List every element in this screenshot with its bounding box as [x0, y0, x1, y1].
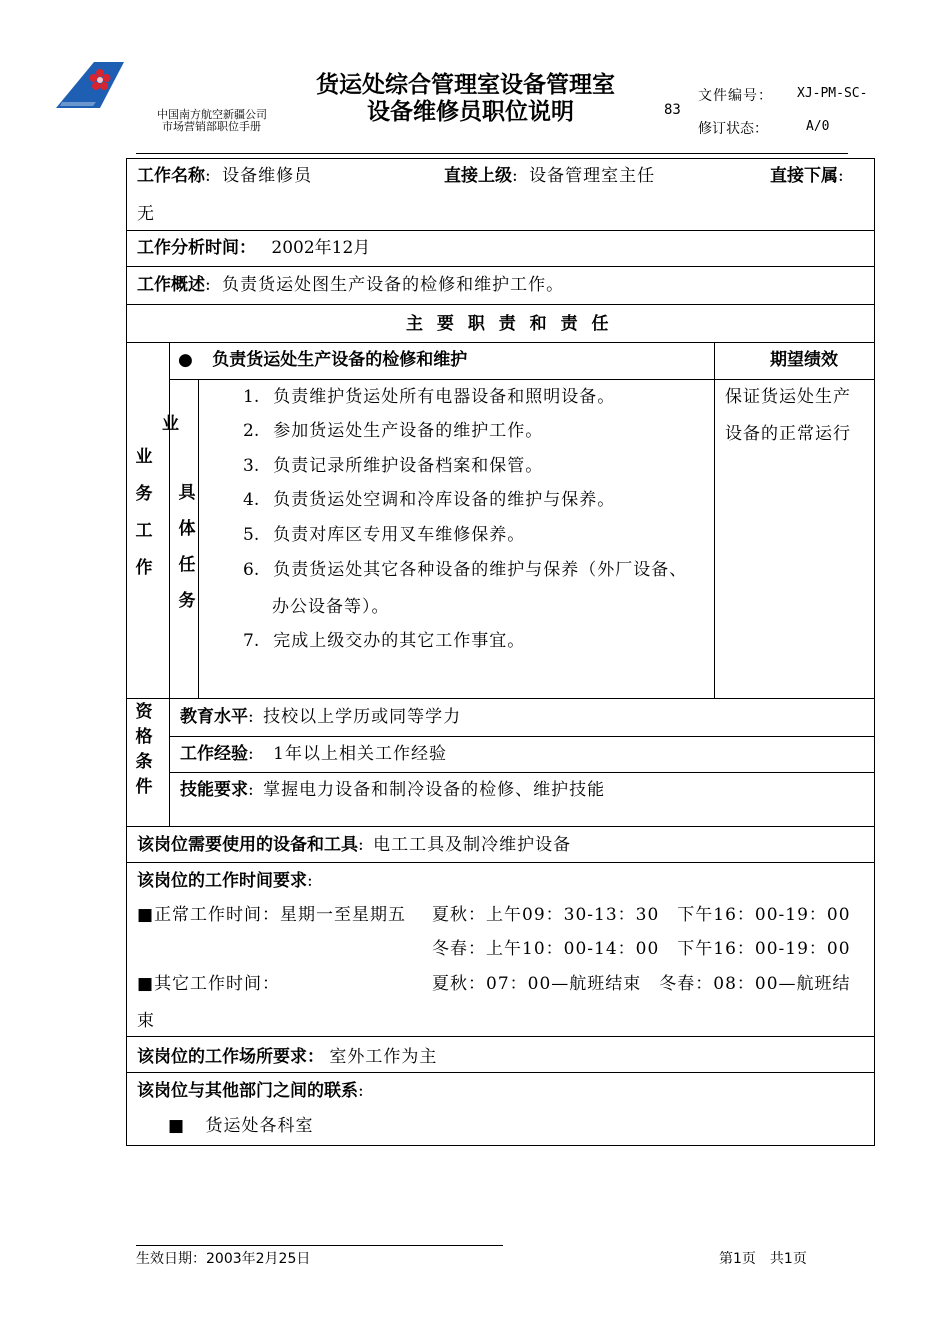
analysis-time-row	[137, 233, 370, 258]
tasks-side-label: 具体任务	[178, 483, 196, 611]
row-divider	[126, 1036, 875, 1037]
job-name-label: 工作名称	[137, 166, 205, 186]
winter-hours: 冬春：上午10：00-14：00 下午16：00-19：00	[432, 939, 851, 959]
duties-section-title: 主 要 职 责 和 责 任	[406, 314, 613, 334]
experience-row	[180, 739, 447, 764]
overview-value: 负责货运处图生产设备的检修和维护工作。	[222, 275, 565, 295]
duties-side-label: 业务工作	[135, 447, 153, 578]
other-time-value: 夏秋：07：00—航班结束 冬春：08：00—航班结	[432, 974, 851, 994]
duty-num: 5.	[243, 525, 260, 545]
superior-value: 设备管理室主任	[529, 166, 656, 186]
manual-name: 市场营销部职位手册	[162, 120, 261, 133]
col-divider	[198, 379, 199, 699]
page-title-line1: 货运处综合管理室设备管理室	[316, 72, 615, 98]
summer-hours: 夏秋：上午09：30-13：30 下午16：00-19：00	[432, 905, 851, 925]
duty-text: 负责货运处空调和冷库设备的维护与保养。	[273, 490, 616, 510]
colon: :	[205, 275, 211, 295]
duty-item	[243, 451, 543, 476]
row-divider	[126, 826, 875, 827]
row-divider	[126, 304, 875, 305]
duty-item-continued	[272, 592, 390, 617]
subordinate-label: 直接下属	[770, 166, 838, 186]
duty-text: 负责货运处其它各种设备的维护与保养（外厂设备、	[273, 560, 688, 580]
education-row	[180, 702, 461, 727]
performance-line2: 设备的正常运行	[725, 424, 851, 444]
square-icon: ■	[168, 1116, 186, 1136]
equipment-label: 该岗位需要使用的设备和工具	[137, 835, 358, 855]
row-divider	[170, 736, 874, 737]
equipment-value: 电工工具及制冷维护设备	[373, 835, 572, 855]
row-divider	[126, 342, 875, 343]
duty-num: 3.	[243, 456, 260, 476]
duty-num: 7.	[243, 631, 260, 651]
doc-no-label: 文件编号：	[698, 88, 773, 104]
airline-logo	[56, 62, 124, 108]
duty-text: 负责维护货运处所有电器设备和照明设备。	[273, 387, 616, 407]
skills-row	[180, 775, 605, 800]
sub-label-top: 业	[162, 414, 179, 434]
duty-item	[243, 382, 615, 407]
normal-time-row	[137, 900, 406, 925]
doc-no-value: XJ-PM-SC-	[797, 86, 868, 101]
main-duty-row	[178, 345, 467, 370]
analysis-time-value: 2002年12月	[271, 238, 371, 258]
superior-label: 直接上级	[444, 166, 512, 186]
row-divider	[170, 772, 874, 773]
row-divider	[126, 1072, 875, 1073]
relations-row	[137, 1076, 364, 1101]
duty-num: 6.	[243, 560, 260, 580]
bullet-icon: ●	[178, 350, 193, 370]
header-rule	[136, 153, 848, 154]
other-time-label: 其它工作时间：	[154, 974, 281, 994]
overview-label: 工作概述	[137, 275, 205, 295]
row-divider	[126, 698, 875, 699]
experience-label: 工作经验	[180, 744, 248, 764]
duty-text: 负责记录所维护设备档案和保管。	[273, 456, 544, 476]
normal-time-label: 正常工作时间：星期一至星期五	[154, 905, 407, 925]
duty-text: 参加货运处生产设备的维护工作。	[273, 421, 544, 441]
duty-text: 办公设备等）。	[272, 597, 390, 617]
work-time-row	[137, 866, 313, 891]
performance-header: 期望绩效	[770, 350, 838, 370]
education-value: 技校以上学历或同等学力	[263, 707, 462, 727]
equipment-row	[137, 830, 571, 855]
workplace-value: 室外工作为主	[329, 1047, 438, 1067]
performance-line1: 保证货运处生产	[725, 387, 851, 407]
colon: :	[248, 744, 254, 764]
job-name-row	[137, 161, 312, 186]
duty-item	[243, 555, 687, 580]
footer-rule	[136, 1245, 503, 1246]
company-name: 中国南方航空新疆公司	[157, 108, 267, 121]
workplace-label: 该岗位的工作场所要求：	[137, 1047, 324, 1067]
duty-num: 2.	[243, 421, 260, 441]
overview-row	[137, 270, 564, 295]
skills-label: 技能要求	[180, 780, 248, 800]
square-icon: ■	[137, 974, 155, 994]
duty-item	[243, 485, 615, 510]
other-time-row	[137, 969, 280, 994]
relations-label: 该岗位与其他部门之间的联系	[137, 1081, 358, 1101]
revision-value: A/0	[806, 119, 830, 134]
duty-num: 1.	[243, 387, 260, 407]
colon: :	[248, 707, 254, 727]
superior-row	[444, 161, 655, 186]
square-icon: ■	[137, 905, 155, 925]
main-duty: 负责货运处生产设备的检修和维护	[212, 350, 468, 370]
duty-text: 负责对库区专用叉车维修保养。	[273, 525, 526, 545]
analysis-time-label: 工作分析时间：	[137, 238, 256, 258]
colon: :	[358, 835, 364, 855]
subordinate-row	[770, 161, 844, 186]
row-divider	[170, 379, 874, 380]
row-divider	[126, 230, 875, 231]
page-number: 第1页 共1页	[719, 1251, 807, 1267]
colon: :	[358, 1081, 364, 1101]
colon: :	[205, 166, 211, 186]
effective-date: 生效日期：2003年2月25日	[136, 1251, 311, 1267]
page-title-line2: 设备维修员职位说明	[367, 99, 574, 125]
skills-value: 掌握电力设备和制冷设备的检修、维护技能	[263, 780, 606, 800]
revision-label: 修订状态：	[698, 121, 768, 137]
duty-item	[243, 626, 525, 651]
workplace-row	[137, 1042, 437, 1067]
education-label: 教育水平	[180, 707, 248, 727]
page-ref: 83	[664, 102, 681, 118]
colon: :	[307, 871, 313, 891]
other-time-wrap: 束	[137, 1011, 154, 1031]
col-divider	[714, 342, 715, 699]
colon: :	[512, 166, 518, 186]
duty-item	[243, 416, 543, 441]
relations-item-text: 货运处各科室	[205, 1116, 314, 1136]
colon: :	[248, 780, 254, 800]
colon: :	[838, 166, 844, 186]
job-description-table	[126, 158, 875, 1146]
duty-num: 4.	[243, 490, 260, 510]
subordinate-value: 无	[137, 204, 154, 224]
job-name-value: 设备维修员	[222, 166, 313, 186]
row-divider	[126, 266, 875, 267]
experience-value: 1年以上相关工作经验	[273, 744, 447, 764]
duty-text: 完成上级交办的其它工作事宜。	[273, 631, 526, 651]
relations-item	[168, 1111, 313, 1136]
row-divider	[126, 862, 875, 863]
qualifications-side-label: 资格条件	[135, 702, 153, 797]
work-time-label: 该岗位的工作时间要求	[137, 871, 307, 891]
duty-item	[243, 520, 525, 545]
